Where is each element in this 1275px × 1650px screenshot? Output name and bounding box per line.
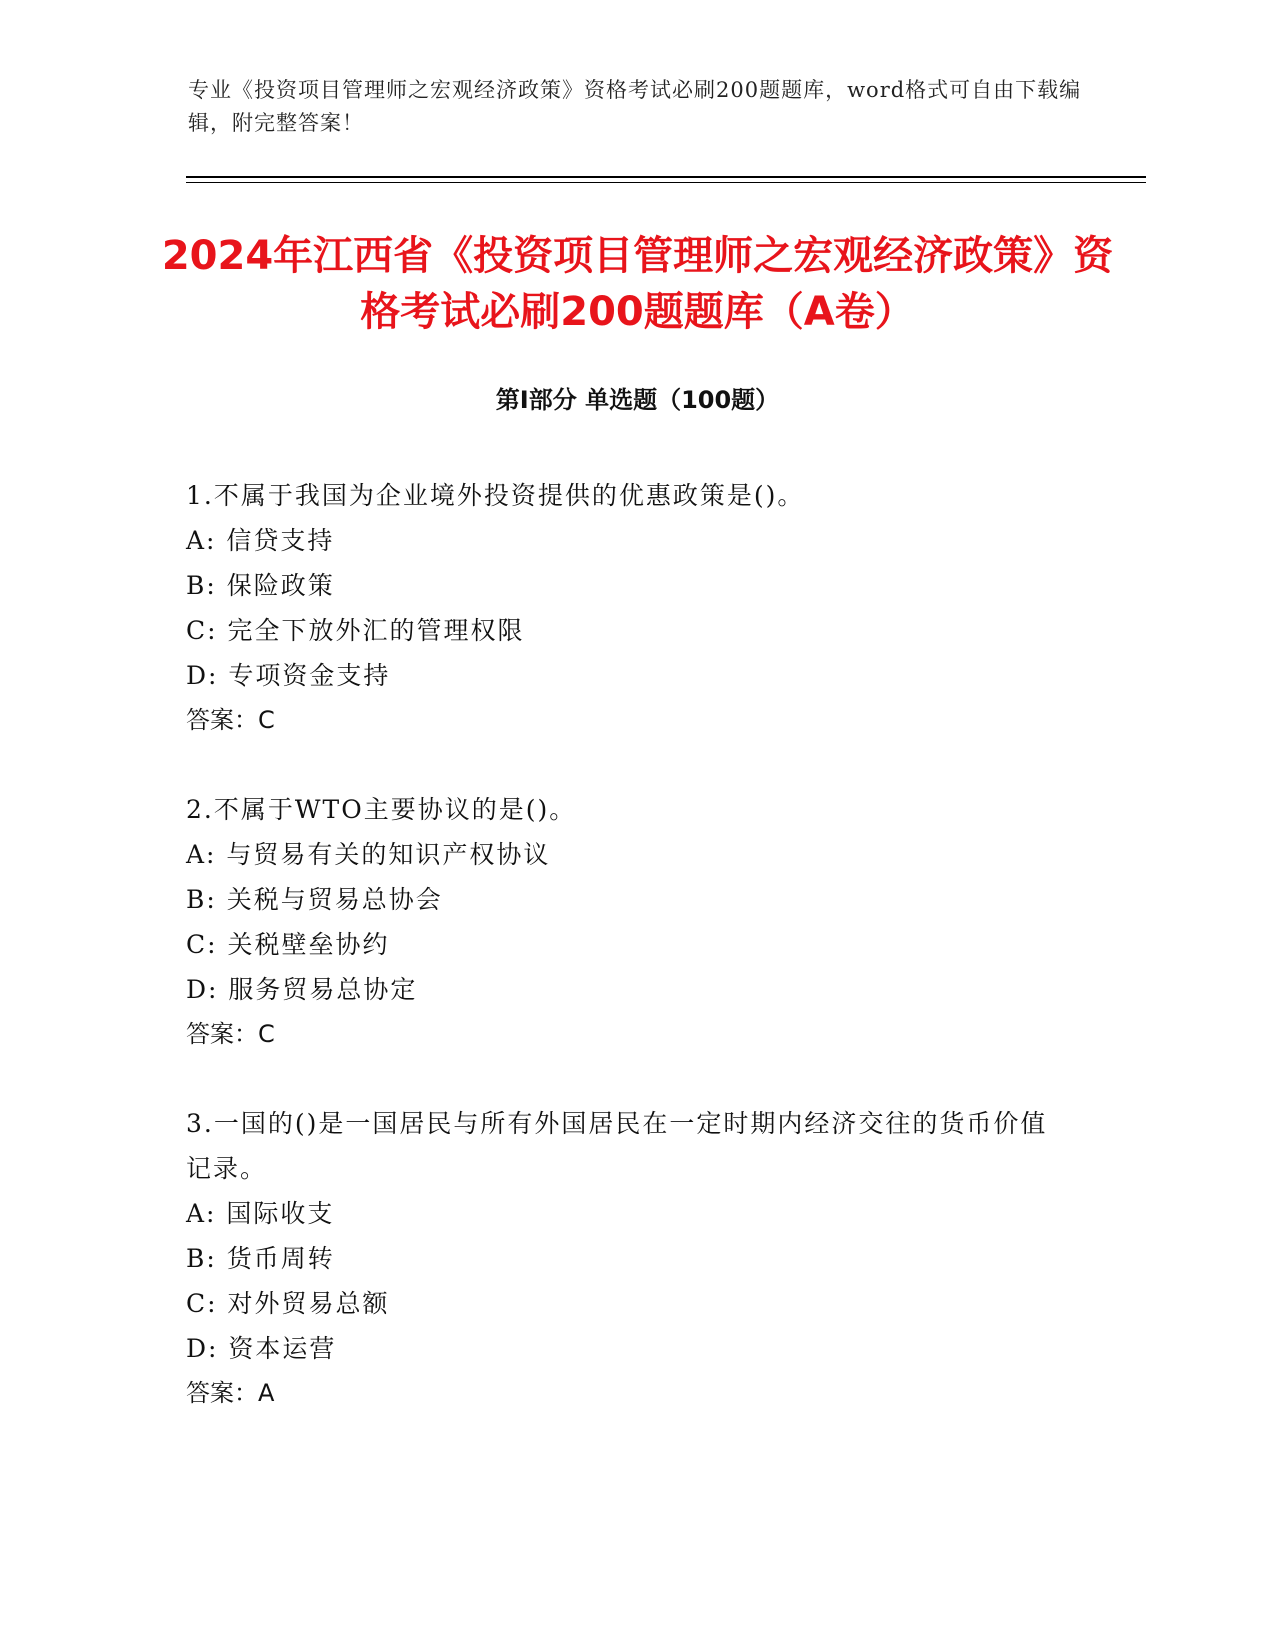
- question-stem: 1.不属于我国为企业境外投资提供的优惠政策是()。: [186, 481, 805, 510]
- option-c: C: 完全下放外汇的管理权限: [186, 616, 525, 645]
- option-c: C: 对外贸易总额: [186, 1289, 390, 1318]
- question-list: [186, 473, 1066, 1460]
- question-1: [186, 473, 1066, 743]
- header-note: 专业《投资项目管理师之宏观经济政策》资格考试必刷200题题库，word格式可自由下载编辑，附完整答案！: [188, 78, 1082, 135]
- option-d: D: 专项资金支持: [186, 661, 391, 690]
- option-a: A: 国际收支: [186, 1199, 335, 1228]
- document-title: 2024年江西省《投资项目管理师之宏观经济政策》资格考试必刷200题题库（A卷）: [161, 233, 1114, 335]
- header-divider-thin: [186, 182, 1146, 183]
- option-b: B: 保险政策: [186, 571, 335, 600]
- question-stem: 2.不属于WTO主要协议的是()。: [186, 795, 577, 824]
- answer: 答案：C: [186, 1020, 275, 1048]
- option-a: A: 与贸易有关的知识产权协议: [186, 840, 551, 869]
- option-d: D: 资本运营: [186, 1334, 337, 1363]
- option-b: B: 货币周转: [186, 1244, 335, 1273]
- question-3: [186, 1101, 1066, 1416]
- header-divider-thick: [186, 176, 1146, 178]
- question-2: [186, 787, 1066, 1057]
- option-a: A: 信贷支持: [186, 526, 335, 555]
- option-b: B: 关税与贸易总协会: [186, 885, 443, 914]
- answer: 答案：C: [186, 706, 275, 734]
- answer: 答案：A: [186, 1379, 275, 1407]
- section-title: 第I部分 单选题（100题）: [495, 386, 780, 414]
- question-stem: 3.一国的()是一国居民与所有外国居民在一定时期内经济交往的货币价值记录。: [186, 1109, 1048, 1183]
- option-d: D: 服务贸易总协定: [186, 975, 418, 1004]
- option-c: C: 关税壁垒协约: [186, 930, 390, 959]
